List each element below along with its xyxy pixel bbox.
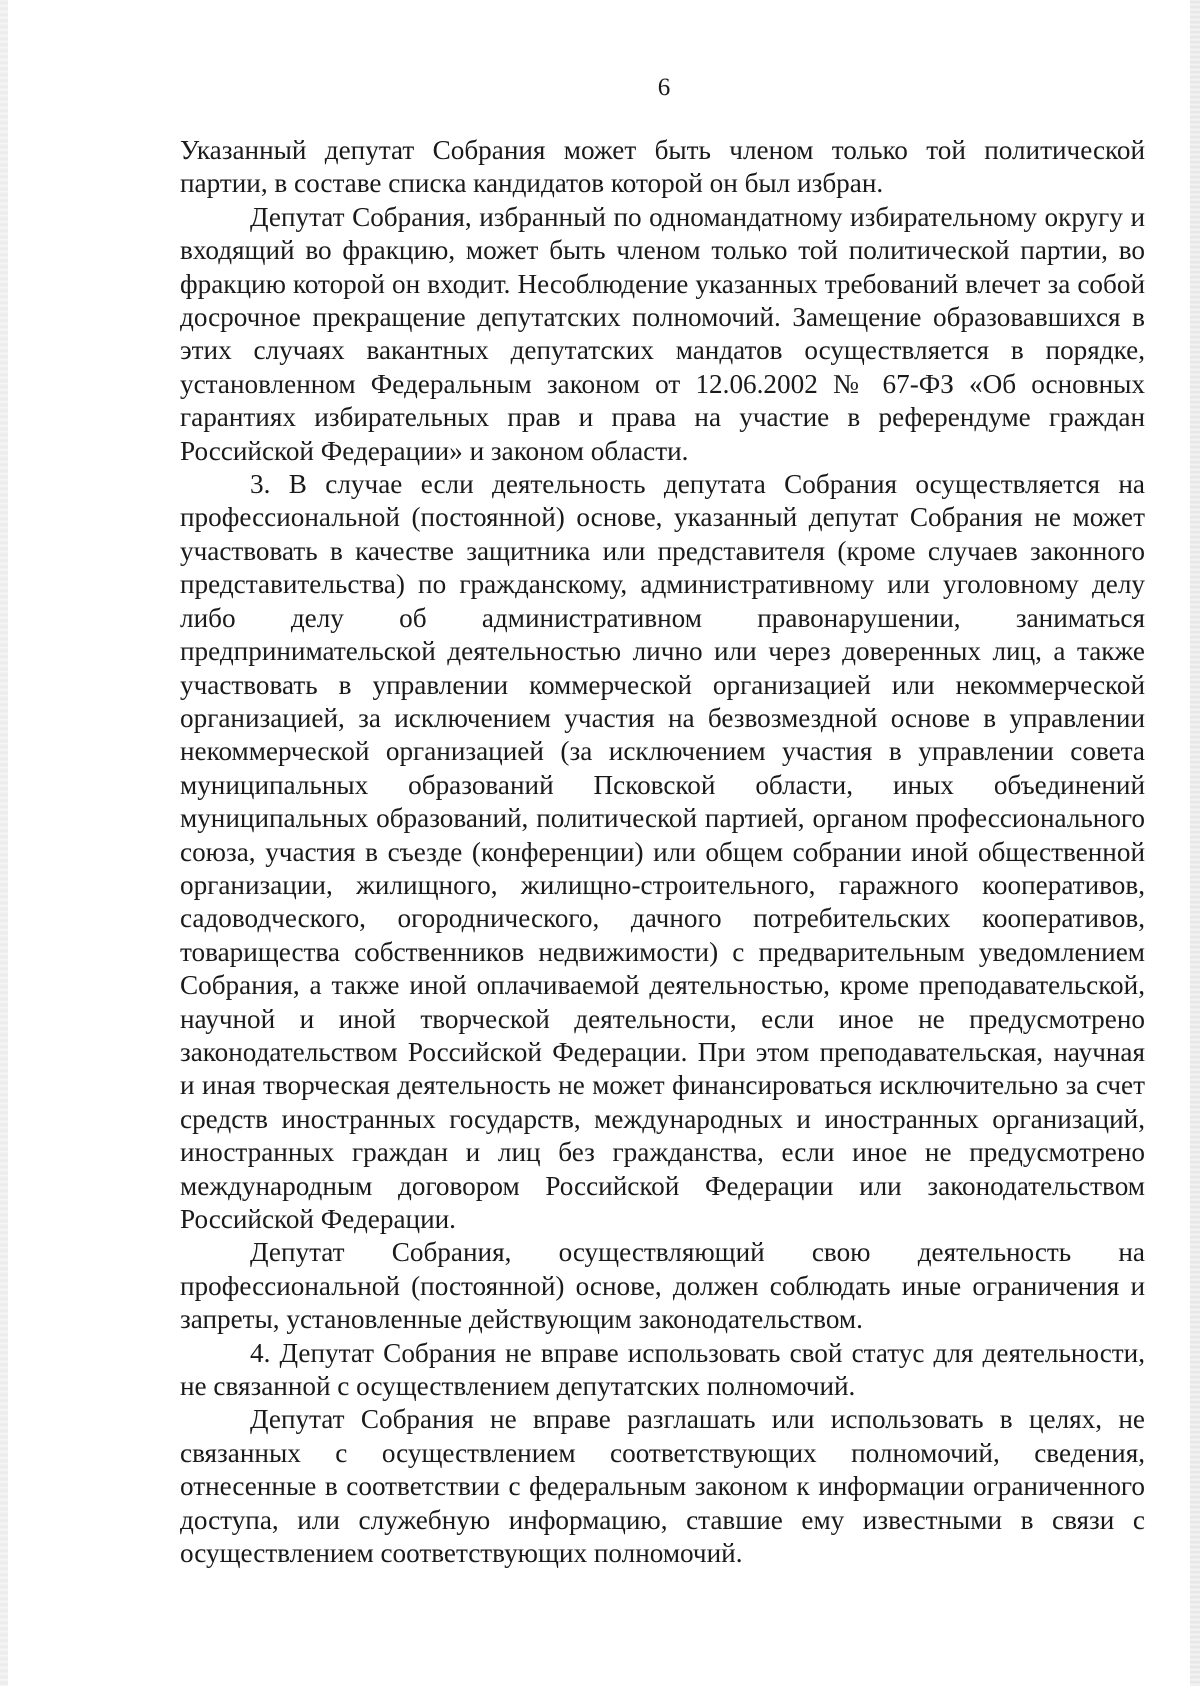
paragraph-3: 3. В случае если деятельность депутата Собрания осуществляется на профессиональной (постоянной) основе, указанный депутат Собрания не может участвовать в качестве защитника или представителя (кроме случаев законного представительства) по гражданскому, административному или уголовному делу либо делу об административном правонарушении, заниматься предпринимательской деятельностью лично или через доверенных лиц, а также участвовать в управлении коммерческой организацией или некоммерческой организацией, за исключением участия на безвозмездной основе в управлении некоммерческой организацией (за исключением участия в управлении совета муниципальных образований Псковской области, иных объединений муниципальных образований, политической партией, органом профессионального союза, участия в съезде (конференции) или общем собрании иной общественной организации, жилищного, жилищно-строительного, гаражного кооперативов, садоводческого, огороднического, дачного потребительских кооперативов, товарищества собственников недвижимости) с предварительным уведомлением Собрания, а также иной оплачиваемой деятельностью, кроме преподавательской, научной и иной творческой деятельности, если иное не предусмотрено законодательством Российской Федерации. При этом преподавательская, научная и иная творческая деятельность не может финансироваться исключительно за счет средств иностранных государств, международных и иностранных организаций, иностранных граждан и лиц без гражданства, если иное не предусмотрено международным договором Российской Федерации или законодательством Российской Федерации. <box>180 469 1145 1234</box>
paragraph-1: Указанный депутат Собрания может быть членом только той политической партии, в составе списка кандидатов которой он был избран. <box>180 135 1145 199</box>
paragraph-2: Депутат Собрания, избранный по одномандатному избирательному округу и входящий во фракцию, может быть членом только той политической партии, во фракцию которой он входит. Несоблюдение указанных требований влечет за собой досрочное прекращение депутатских полномочий. Замещение образовавшихся в этих случаях вакантных депутатских мандатов осуществляется в порядке, установленном Федеральным законом от 12.06.2002 № 67-ФЗ «Об основных гарантиях избирательных прав и права на участие в референдуме граждан Российской Федерации» и законом области. <box>180 201 1145 466</box>
document-body <box>180 134 1145 1570</box>
paragraph-6: Депутат Собрания не вправе разглашать или использовать в целях, не связанных с осуществлением соответствующих полномочий, сведения, отнесенные в соответствии с федеральным законом к информации ограниченного доступа, или служебную информацию, ставшие ему известными в связи с осуществлением соответствующих полномочий. <box>180 1404 1145 1569</box>
paragraph-5: 4. Депутат Собрания не вправе использовать свой статус для деятельности, не связанной с осуществлением депутатских полномочий. <box>180 1337 1145 1402</box>
paragraph-4: Депутат Собрания, осуществляющий свою деятельность на профессиональной (постоянной) основе, должен соблюдать иные ограничения и запреты, установленные действующим законодательством. <box>180 1237 1145 1335</box>
page-number: 6 <box>657 74 671 101</box>
scan-edge-left <box>0 0 8 1686</box>
scan-edge-right <box>1190 0 1200 1686</box>
